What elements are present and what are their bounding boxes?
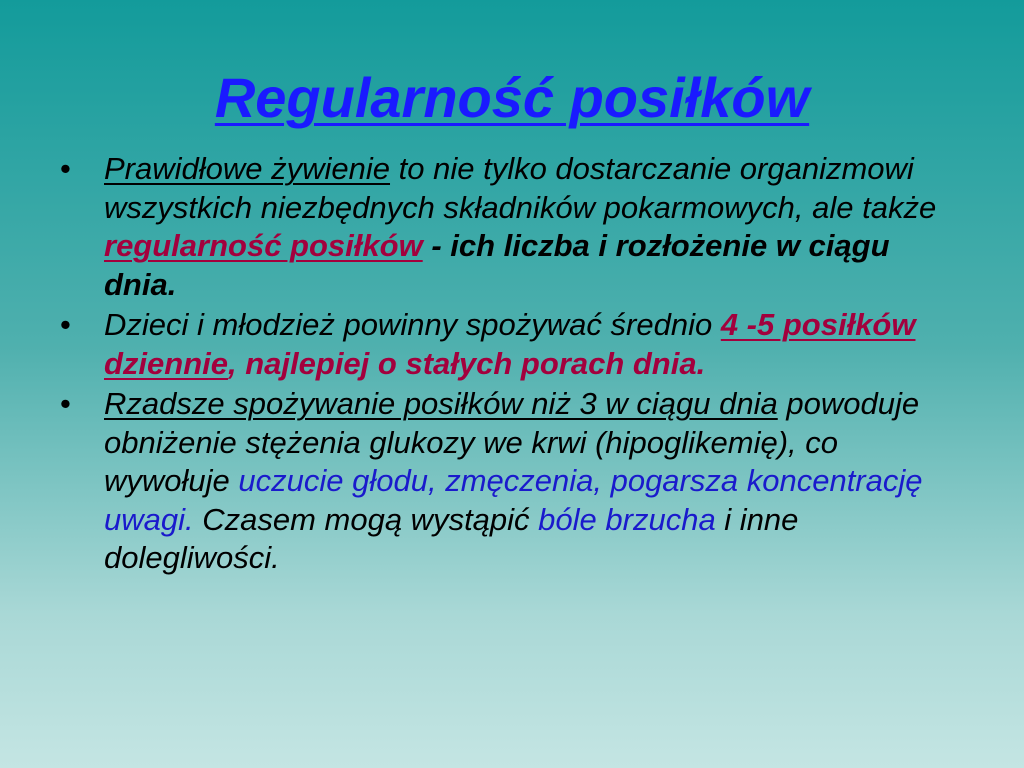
- bullet-2-bold-text: , najlepiej o stałych porach dnia.: [228, 345, 706, 381]
- bullet-3-blue-text: uczucie głodu, zmęczenia, pogarsza koncentrację uwagi.: [104, 463, 923, 537]
- bullet-3-text-2: Czasem mogą wystąpić: [193, 501, 539, 537]
- bullet-1-bold-text: - ich liczba i rozłożenie w ciągu dnia.: [104, 228, 890, 302]
- bullet-2-highlight: 4 -5 posiłków dziennie: [104, 307, 916, 381]
- bullet-marker: •: [60, 151, 71, 186]
- bullet-item-3: [60, 385, 960, 578]
- bullet-1-underlined-phrase: Prawidłowe żywienie: [104, 151, 391, 186]
- bullet-item-2: [60, 306, 960, 383]
- slide-title: Regularność posiłków: [214, 66, 810, 129]
- bullet-marker: •: [60, 307, 71, 342]
- bullet-1-highlight: regularność posiłków: [104, 228, 423, 263]
- bullet-marker: •: [60, 386, 71, 421]
- bullet-list: [60, 150, 960, 580]
- bullet-2-text: Dzieci i młodzież powinny spożywać średnio: [104, 307, 721, 342]
- bullet-3-text-3: i inne dolegliwości.: [104, 501, 799, 575]
- bullet-1-text: to nie tylko dostarczanie organizmowi wszystkich niezbędnych składników pokarmowych, ale także: [104, 151, 937, 225]
- bullet-3-blue-text-2: bóle brzucha: [538, 501, 716, 537]
- bullet-item-1: [60, 150, 960, 304]
- bullet-3-text: powoduje obniżenie stężenia glukozy we krwi (hipoglikemię), co wywołuje: [104, 386, 920, 498]
- bullet-3-underlined-phrase: Rzadsze spożywanie posiłków niż 3 w ciągu dnia: [104, 386, 778, 421]
